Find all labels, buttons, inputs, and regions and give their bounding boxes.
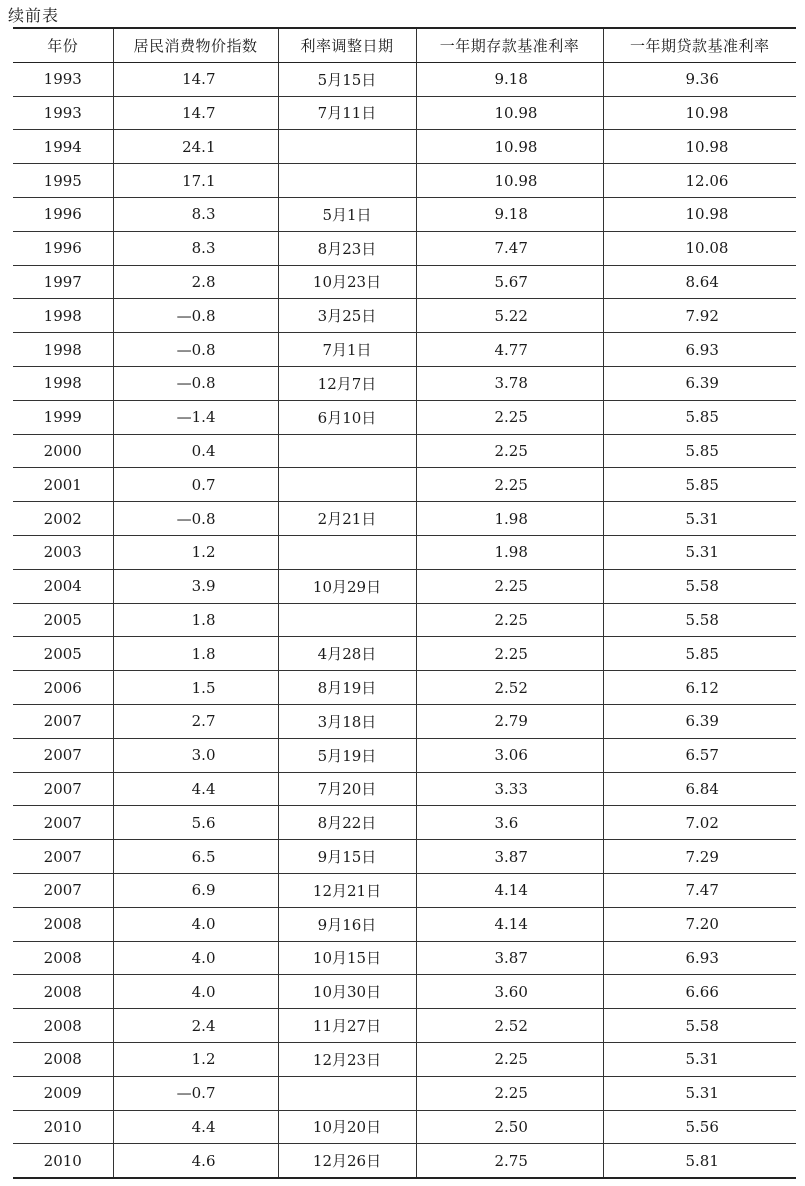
cell-cpi: 17.1 <box>113 164 278 198</box>
cell-cpi: 3.0 <box>113 738 278 772</box>
cell-cpi: 4.6 <box>113 1144 278 1178</box>
cell-cpi: —0.8 <box>113 333 278 367</box>
cell-cpi: 8.3 <box>113 231 278 265</box>
cell-deposit-rate: 2.79 <box>416 704 603 738</box>
cell-cpi: 4.0 <box>113 975 278 1009</box>
cell-year: 2004 <box>13 569 113 603</box>
cell-cpi: 6.9 <box>113 873 278 907</box>
table-row <box>13 941 796 975</box>
cell-adjust-date: 7月1日 <box>278 333 416 367</box>
cell-loan-rate: 10.98 <box>603 96 796 130</box>
cell-deposit-rate: 2.25 <box>416 434 603 468</box>
table-row <box>13 96 796 130</box>
cell-cpi: 1.5 <box>113 671 278 705</box>
cell-year: 1999 <box>13 400 113 434</box>
cell-loan-rate: 6.12 <box>603 671 796 705</box>
cell-year: 2007 <box>13 772 113 806</box>
cell-year: 2007 <box>13 806 113 840</box>
cell-adjust-date: 12月23日 <box>278 1042 416 1076</box>
cell-cpi: 6.5 <box>113 840 278 874</box>
table-row <box>13 265 796 299</box>
cell-deposit-rate: 2.75 <box>416 1144 603 1178</box>
cell-year: 2010 <box>13 1144 113 1178</box>
cell-deposit-rate: 10.98 <box>416 96 603 130</box>
cell-loan-rate: 5.58 <box>603 603 796 637</box>
table-row <box>13 1110 796 1144</box>
table-row <box>13 772 796 806</box>
cell-cpi: 5.6 <box>113 806 278 840</box>
cell-deposit-rate: 7.47 <box>416 231 603 265</box>
cell-loan-rate: 5.85 <box>603 637 796 671</box>
cell-adjust-date: 3月25日 <box>278 299 416 333</box>
cell-adjust-date: 10月15日 <box>278 941 416 975</box>
cell-adjust-date: 7月11日 <box>278 96 416 130</box>
cell-year: 2007 <box>13 840 113 874</box>
table-row <box>13 840 796 874</box>
cell-cpi: 4.0 <box>113 907 278 941</box>
cell-adjust-date: 10月23日 <box>278 265 416 299</box>
cell-cpi: 0.4 <box>113 434 278 468</box>
cell-loan-rate: 7.02 <box>603 806 796 840</box>
cell-adjust-date <box>278 468 416 502</box>
cell-year: 2001 <box>13 468 113 502</box>
cell-cpi: —0.8 <box>113 299 278 333</box>
cell-deposit-rate: 5.22 <box>416 299 603 333</box>
table-row <box>13 164 796 198</box>
cell-loan-rate: 10.98 <box>603 130 796 164</box>
cell-adjust-date <box>278 164 416 198</box>
cell-cpi: 2.4 <box>113 1009 278 1043</box>
cell-adjust-date: 10月20日 <box>278 1110 416 1144</box>
cell-year: 1996 <box>13 197 113 231</box>
cell-deposit-rate: 2.25 <box>416 603 603 637</box>
cell-adjust-date: 6月10日 <box>278 400 416 434</box>
cell-adjust-date: 12月7日 <box>278 366 416 400</box>
cell-loan-rate: 5.85 <box>603 400 796 434</box>
cell-adjust-date: 8月22日 <box>278 806 416 840</box>
cell-adjust-date: 8月19日 <box>278 671 416 705</box>
cell-deposit-rate: 3.87 <box>416 840 603 874</box>
cell-loan-rate: 6.66 <box>603 975 796 1009</box>
cell-deposit-rate: 2.50 <box>416 1110 603 1144</box>
cell-deposit-rate: 3.87 <box>416 941 603 975</box>
header-row <box>13 28 796 62</box>
cell-loan-rate: 7.20 <box>603 907 796 941</box>
cell-loan-rate: 7.92 <box>603 299 796 333</box>
cell-year: 2007 <box>13 704 113 738</box>
cell-cpi: 14.7 <box>113 62 278 96</box>
cell-year: 2010 <box>13 1110 113 1144</box>
cell-year: 1997 <box>13 265 113 299</box>
cell-year: 2003 <box>13 535 113 569</box>
table-row <box>13 400 796 434</box>
cell-deposit-rate: 3.78 <box>416 366 603 400</box>
cell-deposit-rate: 10.98 <box>416 164 603 198</box>
cell-deposit-rate: 2.25 <box>416 400 603 434</box>
header-loan-rate: 一年期贷款基准利率 <box>603 28 796 62</box>
cell-year: 2009 <box>13 1076 113 1110</box>
cell-adjust-date: 3月18日 <box>278 704 416 738</box>
cell-loan-rate: 5.56 <box>603 1110 796 1144</box>
table-header <box>13 28 796 62</box>
table-row <box>13 975 796 1009</box>
cell-deposit-rate: 2.25 <box>416 569 603 603</box>
cell-year: 2005 <box>13 637 113 671</box>
table-row <box>13 603 796 637</box>
cell-adjust-date: 10月29日 <box>278 569 416 603</box>
cell-year: 1996 <box>13 231 113 265</box>
cell-cpi: 1.2 <box>113 1042 278 1076</box>
cell-loan-rate: 5.58 <box>603 569 796 603</box>
header-adjust-date: 利率调整日期 <box>278 28 416 62</box>
cell-cpi: —1.4 <box>113 400 278 434</box>
table-row <box>13 1144 796 1178</box>
cell-year: 2002 <box>13 502 113 536</box>
cell-loan-rate: 6.93 <box>603 333 796 367</box>
cell-loan-rate: 5.31 <box>603 1042 796 1076</box>
cell-cpi: 2.8 <box>113 265 278 299</box>
cell-loan-rate: 10.98 <box>603 197 796 231</box>
cell-loan-rate: 5.31 <box>603 1076 796 1110</box>
cell-year: 2007 <box>13 873 113 907</box>
cell-adjust-date: 2月21日 <box>278 502 416 536</box>
table-row <box>13 806 796 840</box>
cell-loan-rate: 5.31 <box>603 502 796 536</box>
cell-loan-rate: 9.36 <box>603 62 796 96</box>
cell-loan-rate: 5.81 <box>603 1144 796 1178</box>
cell-deposit-rate: 2.25 <box>416 637 603 671</box>
cell-year: 2005 <box>13 603 113 637</box>
cell-loan-rate: 10.08 <box>603 231 796 265</box>
cell-cpi: —0.8 <box>113 502 278 536</box>
table-row <box>13 130 796 164</box>
table-row <box>13 637 796 671</box>
cell-year: 1993 <box>13 96 113 130</box>
cell-deposit-rate: 9.18 <box>416 62 603 96</box>
interest-rate-table <box>13 27 796 1179</box>
table-row <box>13 873 796 907</box>
cell-deposit-rate: 4.77 <box>416 333 603 367</box>
cell-year: 1998 <box>13 299 113 333</box>
table-row <box>13 1042 796 1076</box>
cell-cpi: 1.2 <box>113 535 278 569</box>
table-row <box>13 197 796 231</box>
cell-loan-rate: 7.47 <box>603 873 796 907</box>
cell-deposit-rate: 1.98 <box>416 502 603 536</box>
cell-loan-rate: 8.64 <box>603 265 796 299</box>
cell-deposit-rate: 2.52 <box>416 1009 603 1043</box>
cell-loan-rate: 5.85 <box>603 468 796 502</box>
cell-deposit-rate: 5.67 <box>416 265 603 299</box>
cell-year: 1998 <box>13 366 113 400</box>
cell-loan-rate: 5.85 <box>603 434 796 468</box>
cell-cpi: —0.7 <box>113 1076 278 1110</box>
cell-adjust-date: 5月15日 <box>278 62 416 96</box>
table-row <box>13 434 796 468</box>
cell-year: 2008 <box>13 907 113 941</box>
cell-adjust-date <box>278 1076 416 1110</box>
cell-adjust-date: 12月26日 <box>278 1144 416 1178</box>
cell-cpi: 0.7 <box>113 468 278 502</box>
cell-adjust-date: 5月1日 <box>278 197 416 231</box>
cell-year: 2007 <box>13 738 113 772</box>
cell-cpi: 2.7 <box>113 704 278 738</box>
table-row <box>13 468 796 502</box>
table-row <box>13 299 796 333</box>
header-deposit-rate: 一年期存款基准利率 <box>416 28 603 62</box>
cell-year: 2008 <box>13 975 113 1009</box>
cell-loan-rate: 6.39 <box>603 704 796 738</box>
cell-year: 2000 <box>13 434 113 468</box>
cell-loan-rate: 6.84 <box>603 772 796 806</box>
cell-adjust-date <box>278 130 416 164</box>
cell-year: 1994 <box>13 130 113 164</box>
cell-adjust-date <box>278 434 416 468</box>
cell-deposit-rate: 3.33 <box>416 772 603 806</box>
table-row <box>13 1076 796 1110</box>
cell-loan-rate: 5.31 <box>603 535 796 569</box>
cell-cpi: 4.0 <box>113 941 278 975</box>
cell-year: 1998 <box>13 333 113 367</box>
cell-year: 2008 <box>13 1009 113 1043</box>
table-caption: 续前表 <box>8 6 60 25</box>
table-row <box>13 907 796 941</box>
cell-deposit-rate: 4.14 <box>416 873 603 907</box>
cell-adjust-date: 9月16日 <box>278 907 416 941</box>
cell-adjust-date <box>278 603 416 637</box>
cell-deposit-rate: 4.14 <box>416 907 603 941</box>
cell-cpi: 3.9 <box>113 569 278 603</box>
table-row <box>13 1009 796 1043</box>
cell-adjust-date: 9月15日 <box>278 840 416 874</box>
table-row <box>13 535 796 569</box>
cell-year: 1995 <box>13 164 113 198</box>
cell-cpi: 14.7 <box>113 96 278 130</box>
cell-cpi: 24.1 <box>113 130 278 164</box>
header-cpi: 居民消费物价指数 <box>113 28 278 62</box>
cell-adjust-date: 4月28日 <box>278 637 416 671</box>
cell-adjust-date: 8月23日 <box>278 231 416 265</box>
cell-deposit-rate: 1.98 <box>416 535 603 569</box>
cell-adjust-date: 5月19日 <box>278 738 416 772</box>
table-row <box>13 231 796 265</box>
cell-cpi: 1.8 <box>113 603 278 637</box>
cell-loan-rate: 6.57 <box>603 738 796 772</box>
cell-loan-rate: 12.06 <box>603 164 796 198</box>
cell-deposit-rate: 3.06 <box>416 738 603 772</box>
cell-deposit-rate: 2.25 <box>416 1042 603 1076</box>
cell-deposit-rate: 2.52 <box>416 671 603 705</box>
header-year: 年份 <box>13 28 113 62</box>
cell-loan-rate: 7.29 <box>603 840 796 874</box>
cell-adjust-date: 12月21日 <box>278 873 416 907</box>
cell-year: 2006 <box>13 671 113 705</box>
cell-deposit-rate: 2.25 <box>416 1076 603 1110</box>
cell-cpi: 4.4 <box>113 1110 278 1144</box>
cell-adjust-date: 10月30日 <box>278 975 416 1009</box>
cell-cpi: 1.8 <box>113 637 278 671</box>
cell-loan-rate: 6.39 <box>603 366 796 400</box>
cell-deposit-rate: 10.98 <box>416 130 603 164</box>
cell-deposit-rate: 2.25 <box>416 468 603 502</box>
table-row <box>13 569 796 603</box>
cell-adjust-date: 7月20日 <box>278 772 416 806</box>
table-body <box>13 62 796 1178</box>
table-row <box>13 366 796 400</box>
cell-year: 2008 <box>13 1042 113 1076</box>
cell-adjust-date: 11月27日 <box>278 1009 416 1043</box>
cell-year: 1993 <box>13 62 113 96</box>
cell-deposit-rate: 3.60 <box>416 975 603 1009</box>
table-row <box>13 704 796 738</box>
cell-cpi: —0.8 <box>113 366 278 400</box>
cell-deposit-rate: 9.18 <box>416 197 603 231</box>
table-row <box>13 333 796 367</box>
table-row <box>13 671 796 705</box>
cell-year: 2008 <box>13 941 113 975</box>
cell-deposit-rate: 3.6 <box>416 806 603 840</box>
cell-cpi: 4.4 <box>113 772 278 806</box>
table-row <box>13 738 796 772</box>
table-row <box>13 502 796 536</box>
cell-loan-rate: 6.93 <box>603 941 796 975</box>
cell-loan-rate: 5.58 <box>603 1009 796 1043</box>
table-row <box>13 62 796 96</box>
cell-adjust-date <box>278 535 416 569</box>
cell-cpi: 8.3 <box>113 197 278 231</box>
